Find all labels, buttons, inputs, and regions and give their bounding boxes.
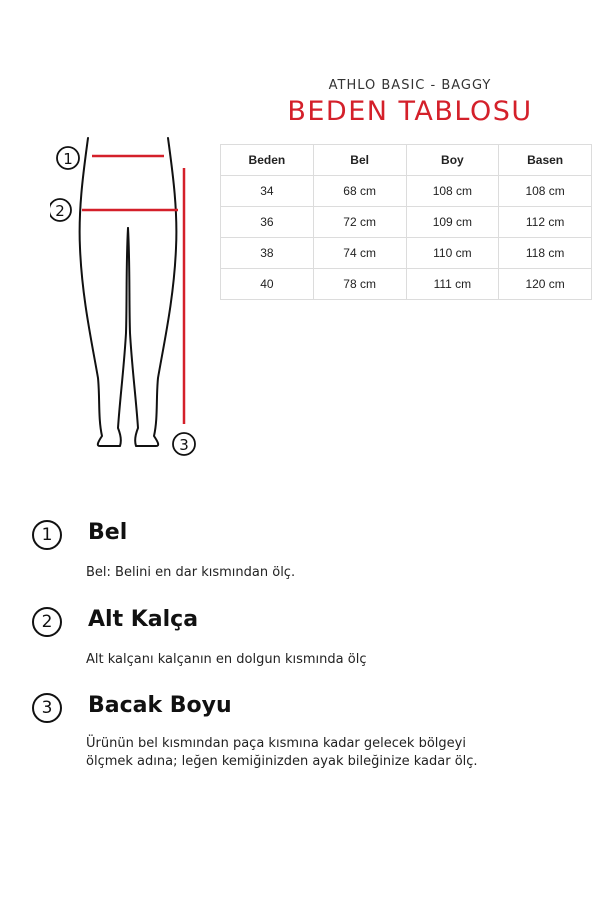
column-header: Basen	[499, 145, 592, 176]
legend-title: Bel	[88, 520, 128, 545]
column-header: Bel	[313, 145, 406, 176]
brand-name: ATHLO BASIC - BAGGY	[328, 78, 492, 93]
legend-title: Alt Kalça	[88, 607, 199, 632]
figure-outline-left	[80, 138, 128, 446]
table-cell: 68 cm	[313, 176, 406, 207]
legend-description: Bel: Belini en dar kısmından ölç.	[86, 565, 296, 580]
figure-outline-right	[128, 138, 176, 446]
legend-description: Alt kalçanı kalçanın en dolgun kısmında ölç	[86, 652, 367, 667]
column-header: Boy	[406, 145, 499, 176]
table-header-row	[221, 145, 592, 176]
legend-description-line-2: ölçmek adına; leğen kemiğinizden ayak bileğinize kadar ölç.	[86, 754, 478, 769]
table-cell: 74 cm	[313, 238, 406, 269]
legend-title: Bacak Boyu	[88, 693, 232, 718]
marker-2-label: 2	[55, 202, 65, 220]
column-header: Beden	[221, 145, 314, 176]
marker-1-label: 1	[63, 150, 73, 168]
marker-3-label: 3	[179, 436, 189, 454]
table-cell: 40	[221, 269, 314, 300]
table-cell: 72 cm	[313, 207, 406, 238]
page-title: BEDEN TABLOSU	[287, 96, 533, 127]
table-row	[221, 176, 592, 207]
table-cell: 34	[221, 176, 314, 207]
table-cell: 78 cm	[313, 269, 406, 300]
table-cell: 120 cm	[499, 269, 592, 300]
measurement-figure	[50, 128, 210, 468]
table-cell: 111 cm	[406, 269, 499, 300]
number-badge: 3	[32, 693, 62, 723]
table-row	[221, 238, 592, 269]
table-row	[221, 207, 592, 238]
number-badge: 2	[32, 607, 62, 637]
number-badge: 1	[32, 520, 62, 550]
size-table	[220, 144, 592, 300]
table-cell: 36	[221, 207, 314, 238]
legend-description-line-1: Ürünün bel kısmından paça kısmına kadar gelecek bölgeyi	[86, 736, 466, 751]
table-cell: 109 cm	[406, 207, 499, 238]
table-cell: 108 cm	[499, 176, 592, 207]
table-cell: 110 cm	[406, 238, 499, 269]
table-row	[221, 269, 592, 300]
table-cell: 38	[221, 238, 314, 269]
table-cell: 108 cm	[406, 176, 499, 207]
table-cell: 118 cm	[499, 238, 592, 269]
table-cell: 112 cm	[499, 207, 592, 238]
